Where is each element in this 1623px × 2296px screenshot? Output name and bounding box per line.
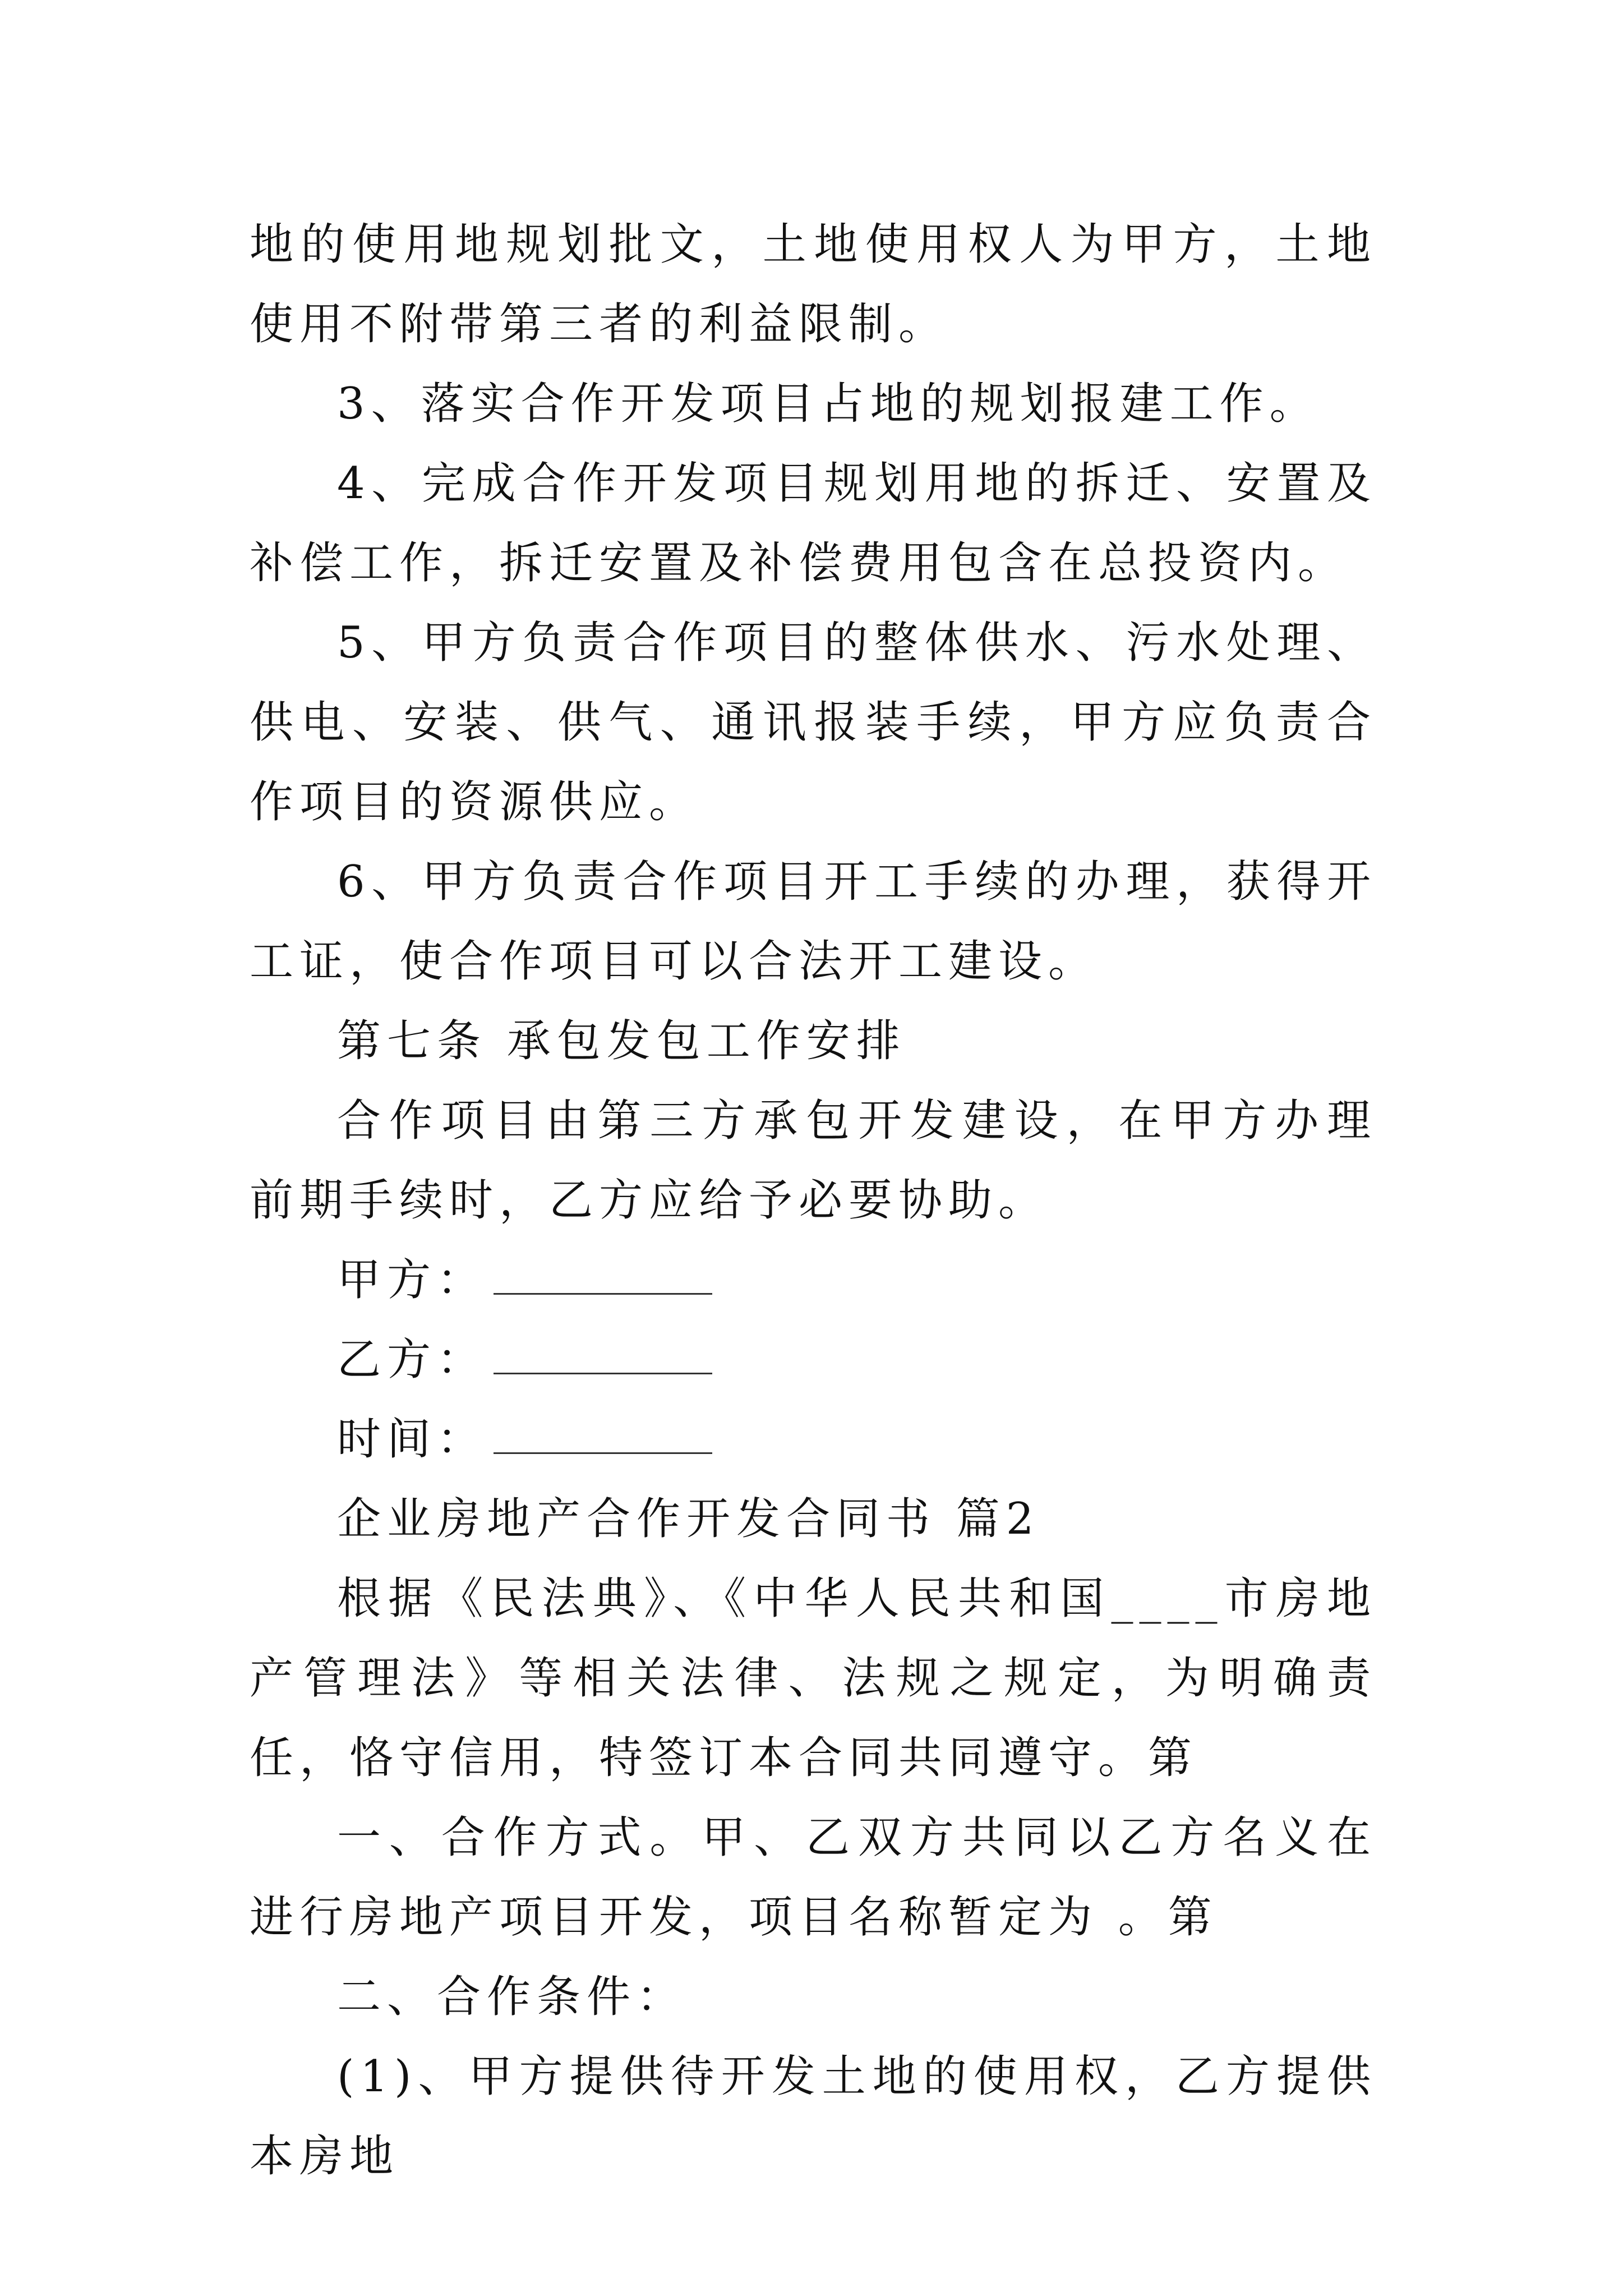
signature-label: 乙方： (337, 1335, 487, 1385)
paragraph-9: 根据《民法典》、《中华人民共和国____市房地产管理法》等相关法律、法规之规定，为明确责任，恪守信用，特签订本合同共同遵守。第 (250, 1573, 1377, 1783)
signature-blank (494, 1259, 712, 1295)
paragraph-2: 3、落实合作开发项目占地的规划报建工作。 (337, 379, 1320, 429)
paragraph-1: 地的使用地规划批文，土地使用权人为甲方，土地使用不附带第三者的利益限制。 (250, 219, 1377, 349)
section-title: 企业房地产合作开发合同书 篇2 (337, 1494, 1040, 1544)
signature-party-b (250, 1320, 1377, 1400)
signature-label: 甲方： (337, 1255, 487, 1305)
paragraph-10: 一、合作方式。甲、乙双方共同以乙方名义在 进行房地产项目开发，项目名称暂定为 。第 (250, 1812, 1397, 1943)
signature-label: 时间： (337, 1414, 487, 1465)
paragraph-4: 5、甲方负责合作项目的整体供水、污水处理、供电、安装、供气、通讯报装手续，甲方应负责合作项目的资源供应。 (250, 618, 1377, 827)
paragraph-3: 4、完成合作开发项目规划用地的拆迁、安置及补偿工作，拆迁安置及补偿费用包含在总投资内。 (250, 458, 1377, 588)
signature-blank (494, 1339, 712, 1374)
paragraph-12: (1)、甲方提供待开发土地的使用权，乙方提供本房地 (250, 2051, 1377, 2182)
paragraph-11: 二、合作条件： (337, 1972, 687, 2022)
paragraph-5: 6、甲方负责合作项目开工手续的办理，获得开工证，使合作项目可以合法开工建设。 (250, 857, 1377, 987)
signature-date (250, 1400, 1377, 1479)
article-heading: 第七条 承包发包工作安排 (337, 1016, 906, 1066)
signature-blank (494, 1419, 712, 1454)
signature-party-a (250, 1240, 1377, 1320)
document-page (250, 205, 1397, 2196)
paragraph-7: 合作项目由第三方承包开发建设，在甲方办理前期手续时，乙方应给予必要协助。 (250, 1096, 1377, 1226)
